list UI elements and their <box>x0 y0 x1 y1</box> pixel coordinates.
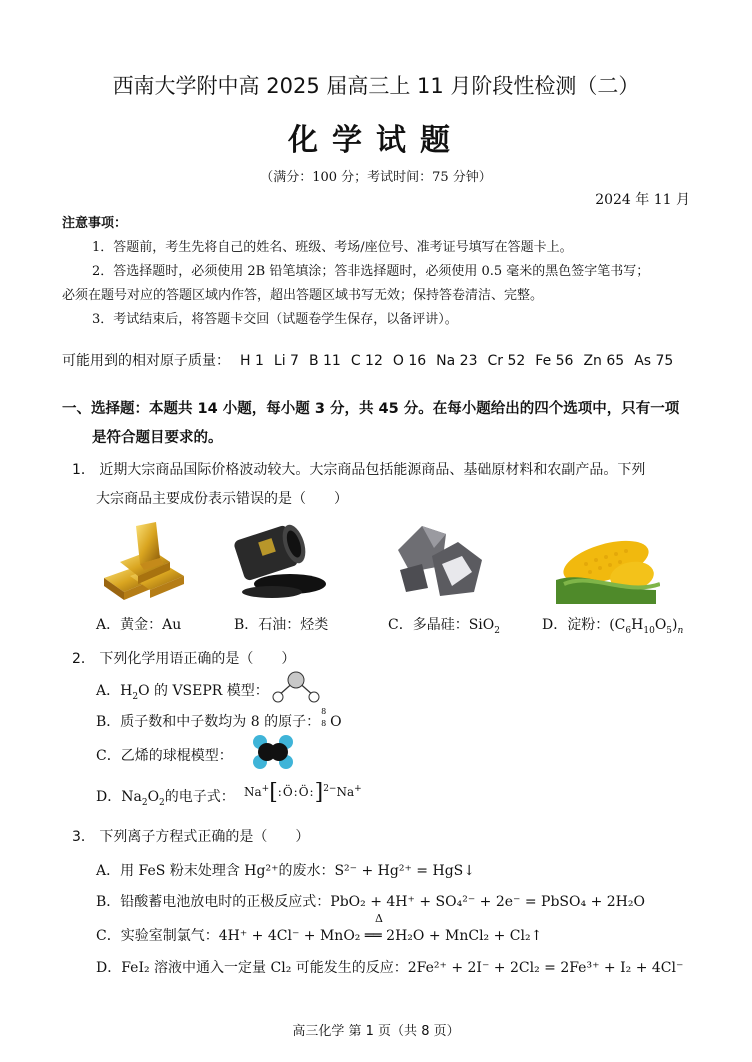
atomic-mass: Zn 65 <box>583 353 625 369</box>
atomic-mass: Li 7 <box>273 353 299 369</box>
page-footer: 高三化学 第 1 页（共 8 页） <box>292 1024 460 1039</box>
q1-option-b: B．石油：烃类 <box>234 617 329 633</box>
atomic-mass: O 16 <box>392 353 427 369</box>
notice-item-1: 1．答题前，考生先将自己的姓名、班级、考场/座位号、准考证号填写在答题卡上。 <box>92 240 573 255</box>
atomic-mass: C 12 <box>350 353 383 369</box>
notice-item-3: 3．考试结束后，将答题卡交回（试题卷学生保存，以备评讲）。 <box>92 312 458 327</box>
corn-image <box>556 520 660 604</box>
peroxide-electron-formula: Na+[:Ö:Ö:]$^{2-}$Na+ <box>244 780 362 805</box>
q2-option-b: B．质子数和中子数均为 8 的原子： 8 8 O <box>96 707 342 730</box>
heat-symbol: Δ <box>375 912 383 925</box>
q2-stem: 2． 下列化学用语正确的是（ ） <box>72 651 296 667</box>
q3-option-a: A．用 FeS 粉末处理含 Hg²⁺的废水：S²⁻ + Hg²⁺ = HgS↓ <box>96 863 475 879</box>
subject-title: 化学试题 <box>288 123 464 158</box>
notice-item-2: 2．答选择题时，必须使用 2B 铅笔填涂；答非选择题时，必须使用 0.5 毫米的黑色签字笔书写； <box>92 264 650 279</box>
atomic-mass: H 1 <box>240 353 264 369</box>
notice-heading: 注意事项： <box>62 216 128 231</box>
polysilicon-image <box>392 520 488 600</box>
atomic-mass: B 11 <box>308 353 341 369</box>
oil-barrel-image <box>232 518 336 602</box>
atomic-masses <box>62 350 673 370</box>
atomic-number: 8 <box>321 719 327 728</box>
mass-number: 8 <box>321 707 327 716</box>
notice-item-2-cont: 必须在题号对应的答题区域内作答，超出答题区域书写无效；保持答卷清洁、完整。 <box>62 288 544 303</box>
section-heading: 一、选择题：本题共 14 小题，每小题 3 分，共 45 分。在每小题给出的四个选项中，只有一项 <box>62 401 680 417</box>
atomic-mass: As 75 <box>634 353 674 369</box>
gold-bars-image <box>100 518 190 602</box>
q1-option-d: D．淀粉：$(C_6H_{10}O_5)_n$ <box>542 617 684 636</box>
q3-option-b: B．铅酸蓄电池放电时的正极反应式：PbO₂ + 4H⁺ + SO₄²⁻ + 2e⁻ = PbSO₄ + 2H₂O <box>96 894 645 910</box>
q3-stem: 3． 下列离子方程式正确的是（ ） <box>72 829 310 845</box>
q3-option-d: D．FeI₂ 溶液中通入一定量 Cl₂ 可能发生的反应：2Fe²⁺ + 2I⁻ + 2Cl₂ = 2Fe³⁺ + I₂ + 4Cl⁻ <box>96 960 684 976</box>
atomic-mass: Na 23 <box>436 353 478 369</box>
q1-stem-cont: 大宗商品主要成份表示错误的是（ ） <box>96 491 348 507</box>
q1-stem: 1． 近期大宗商品国际价格波动较大。大宗商品包括能源商品、基础原材料和农副产品。下列 <box>72 462 646 478</box>
q3-option-c: C．实验室制氯气：4H⁺ + 4Cl⁻ + MnO₂ ══ 2H₂O + MnCl₂ + Cl₂↑ <box>96 928 543 944</box>
atomic-mass: Cr 52 <box>487 353 526 369</box>
exam-title: 西南大学附中高 2025 届高三上 11 月阶段性检测（二） <box>112 74 640 98</box>
q2-option-a: A．$H_2O$ 的 VSEPR 模型： <box>96 683 269 702</box>
exam-meta: （满分：100 分；考试时间：75 分钟） <box>260 170 492 185</box>
q2-option-c: C．乙烯的球棍模型： <box>96 748 233 764</box>
q1-option-c: C．多晶硅：SiO$_2$ <box>388 617 500 636</box>
atomic-mass: Fe 56 <box>535 353 574 369</box>
ethylene-ball-stick-image <box>250 732 296 772</box>
vsepr-model-image <box>268 670 324 704</box>
section-heading-cont: 是符合题目要求的。 <box>92 430 223 446</box>
q2-option-d: D．$Na_2O_2$的电子式： <box>96 789 235 808</box>
q1-option-a: A．黄金：Au <box>96 617 182 633</box>
exam-date: 2024 年 11 月 <box>595 192 690 208</box>
atomic-masses-label: 可能用到的相对原子质量： <box>62 353 230 369</box>
